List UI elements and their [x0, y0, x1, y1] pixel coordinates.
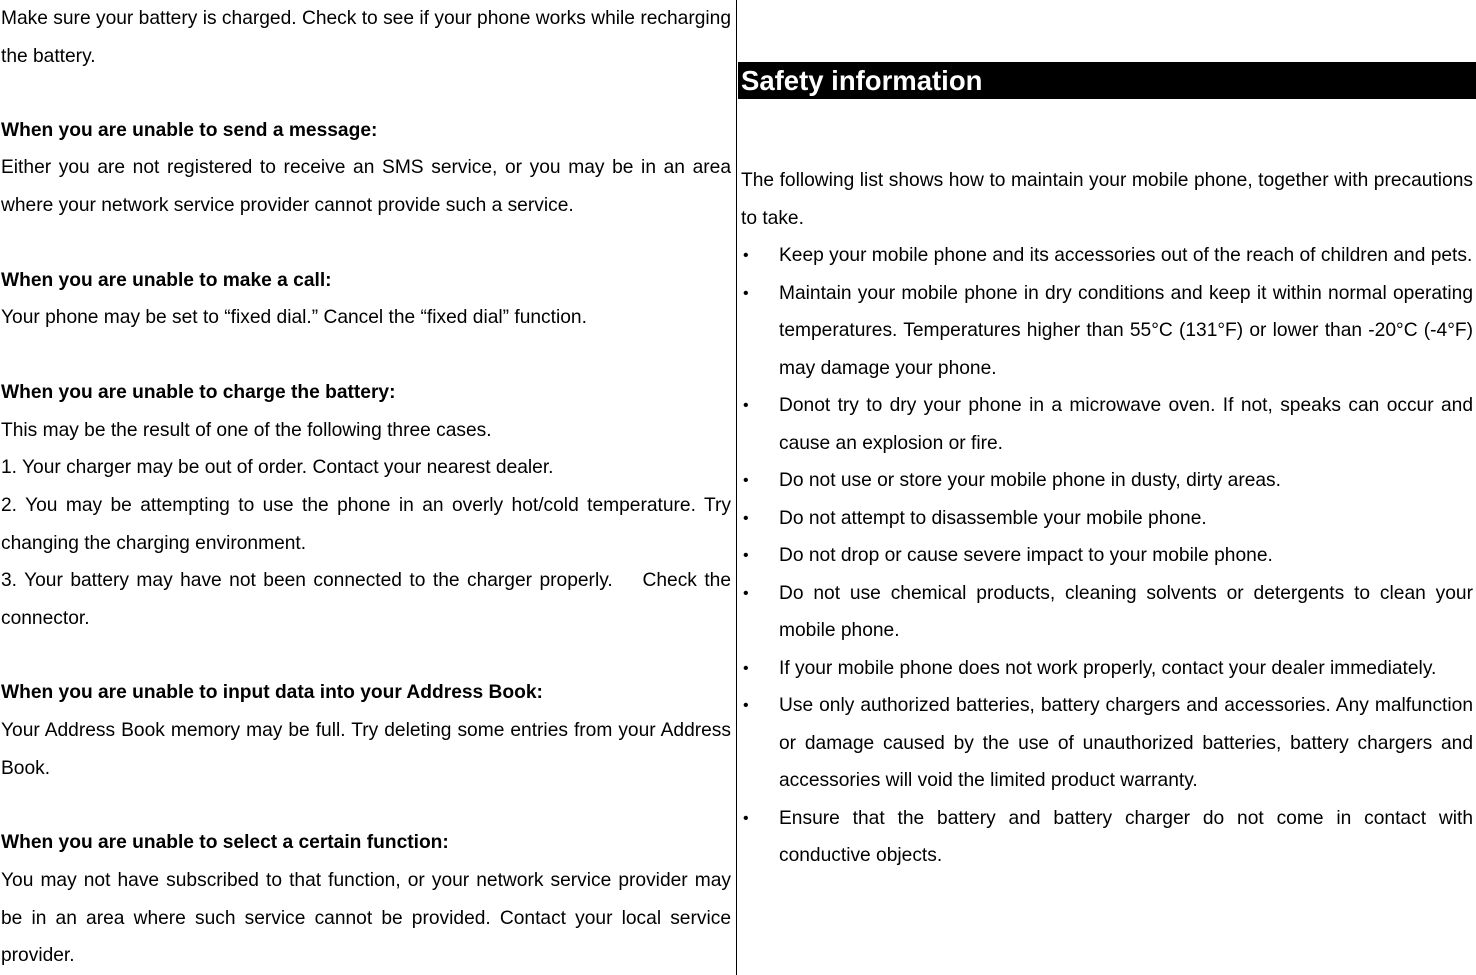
address-book-body: Your Address Book memory may be full. Try deleting some entries from your Address Book.	[1, 720, 731, 779]
bullet-icon: •	[743, 809, 749, 827]
list-item-text: Do not use chemical products, cleaning solvents or detergents to clean your mobile phone.	[779, 582, 1473, 641]
list-item-text: Donot try to dry your phone in a microwave oven. If not, speaks can occur and cause an explosion or fire.	[779, 395, 1473, 454]
charge-battery-heading: When you are unable to charge the battery:	[1, 382, 396, 403]
section-title-bar	[738, 62, 1476, 99]
charge-battery-line-4: 3. Your battery may have not been connected to the charger properly. Check the connector.	[1, 570, 737, 629]
list-item-text: If your mobile phone does not work properly, contact your dealer immediately.	[779, 657, 1437, 679]
bullet-icon: •	[743, 584, 749, 602]
charge-battery-line-2: 1. Your charger may be out of order. Contact your nearest dealer.	[1, 457, 554, 478]
list-item	[741, 387, 1473, 462]
list-item-text: Do not attempt to disassemble your mobile phone.	[779, 507, 1207, 529]
address-book-heading: When you are unable to input data into your Address Book:	[1, 682, 543, 703]
list-item-text: Use only authorized batteries, battery chargers and accessories. Any malfunction or damage caused by the use of unauthorized batteries, battery chargers and accessories will void the limited product warranty.	[779, 695, 1473, 791]
safety-intro-text: The following list shows how to maintain your mobile phone, together with precautions to take.	[741, 170, 1473, 229]
list-item	[741, 237, 1473, 275]
list-item	[741, 462, 1473, 500]
list-item	[741, 500, 1473, 538]
list-item-text: Do not use or store your mobile phone in dusty, dirty areas.	[779, 470, 1281, 491]
left-column	[1, 0, 737, 975]
list-item-text: Maintain your mobile phone in dry conditions and keep it within normal operating temperatures. Temperatures higher than 55°C (131°F) or lower than -20°C (-4°F) may damage your phone.	[779, 282, 1473, 379]
bullet-icon: •	[743, 397, 749, 414]
list-item	[741, 687, 1473, 800]
column-divider	[736, 0, 737, 975]
list-item-text: Do not drop or cause severe impact to your mobile phone.	[779, 545, 1273, 566]
bullet-icon: •	[743, 547, 749, 564]
bullet-icon: •	[743, 247, 749, 264]
send-message-heading: When you are unable to send a message:	[1, 120, 378, 141]
bullet-icon: •	[743, 509, 749, 527]
list-item	[741, 800, 1473, 875]
select-function-heading: When you are unable to select a certain function:	[1, 832, 449, 853]
make-call-body: Your phone may be set to “fixed dial.” Cancel the “fixed dial” function.	[1, 307, 587, 328]
send-message-body: Either you are not registered to receive an SMS service, or you may be in an area where your network service provider cannot provide such a service.	[1, 157, 731, 216]
bullet-icon: •	[743, 472, 749, 489]
charge-battery-line-1: This may be the result of one of the following three cases.	[1, 420, 492, 441]
list-item	[741, 537, 1473, 575]
battery-intro-text: Make sure your battery is charged. Check to see if your phone works while recharging the battery.	[1, 8, 731, 67]
list-item	[741, 650, 1473, 688]
bullet-icon: •	[743, 659, 749, 677]
select-function-body: You may not have subscribed to that function, or your network service provider may be in an area where such service cannot be provided. Contact your local service provider.	[1, 870, 731, 966]
list-item-text: Ensure that the battery and battery charger do not come in contact with conductive objects.	[779, 807, 1473, 866]
list-item-text: Keep your mobile phone and its accessories out of the reach of children and pets.	[779, 245, 1473, 266]
list-item	[741, 275, 1473, 388]
right-column	[741, 0, 1473, 975]
section-title: Safety information	[741, 65, 983, 96]
make-call-heading: When you are unable to make a call:	[1, 270, 332, 291]
safety-bullet-list	[741, 237, 1473, 875]
list-item	[741, 575, 1473, 650]
bullet-icon: •	[743, 284, 749, 302]
bullet-icon: •	[743, 697, 749, 714]
charge-battery-line-3: 2. You may be attempting to use the phone in an overly hot/cold temperature. Try changing the charging environment.	[1, 495, 731, 554]
